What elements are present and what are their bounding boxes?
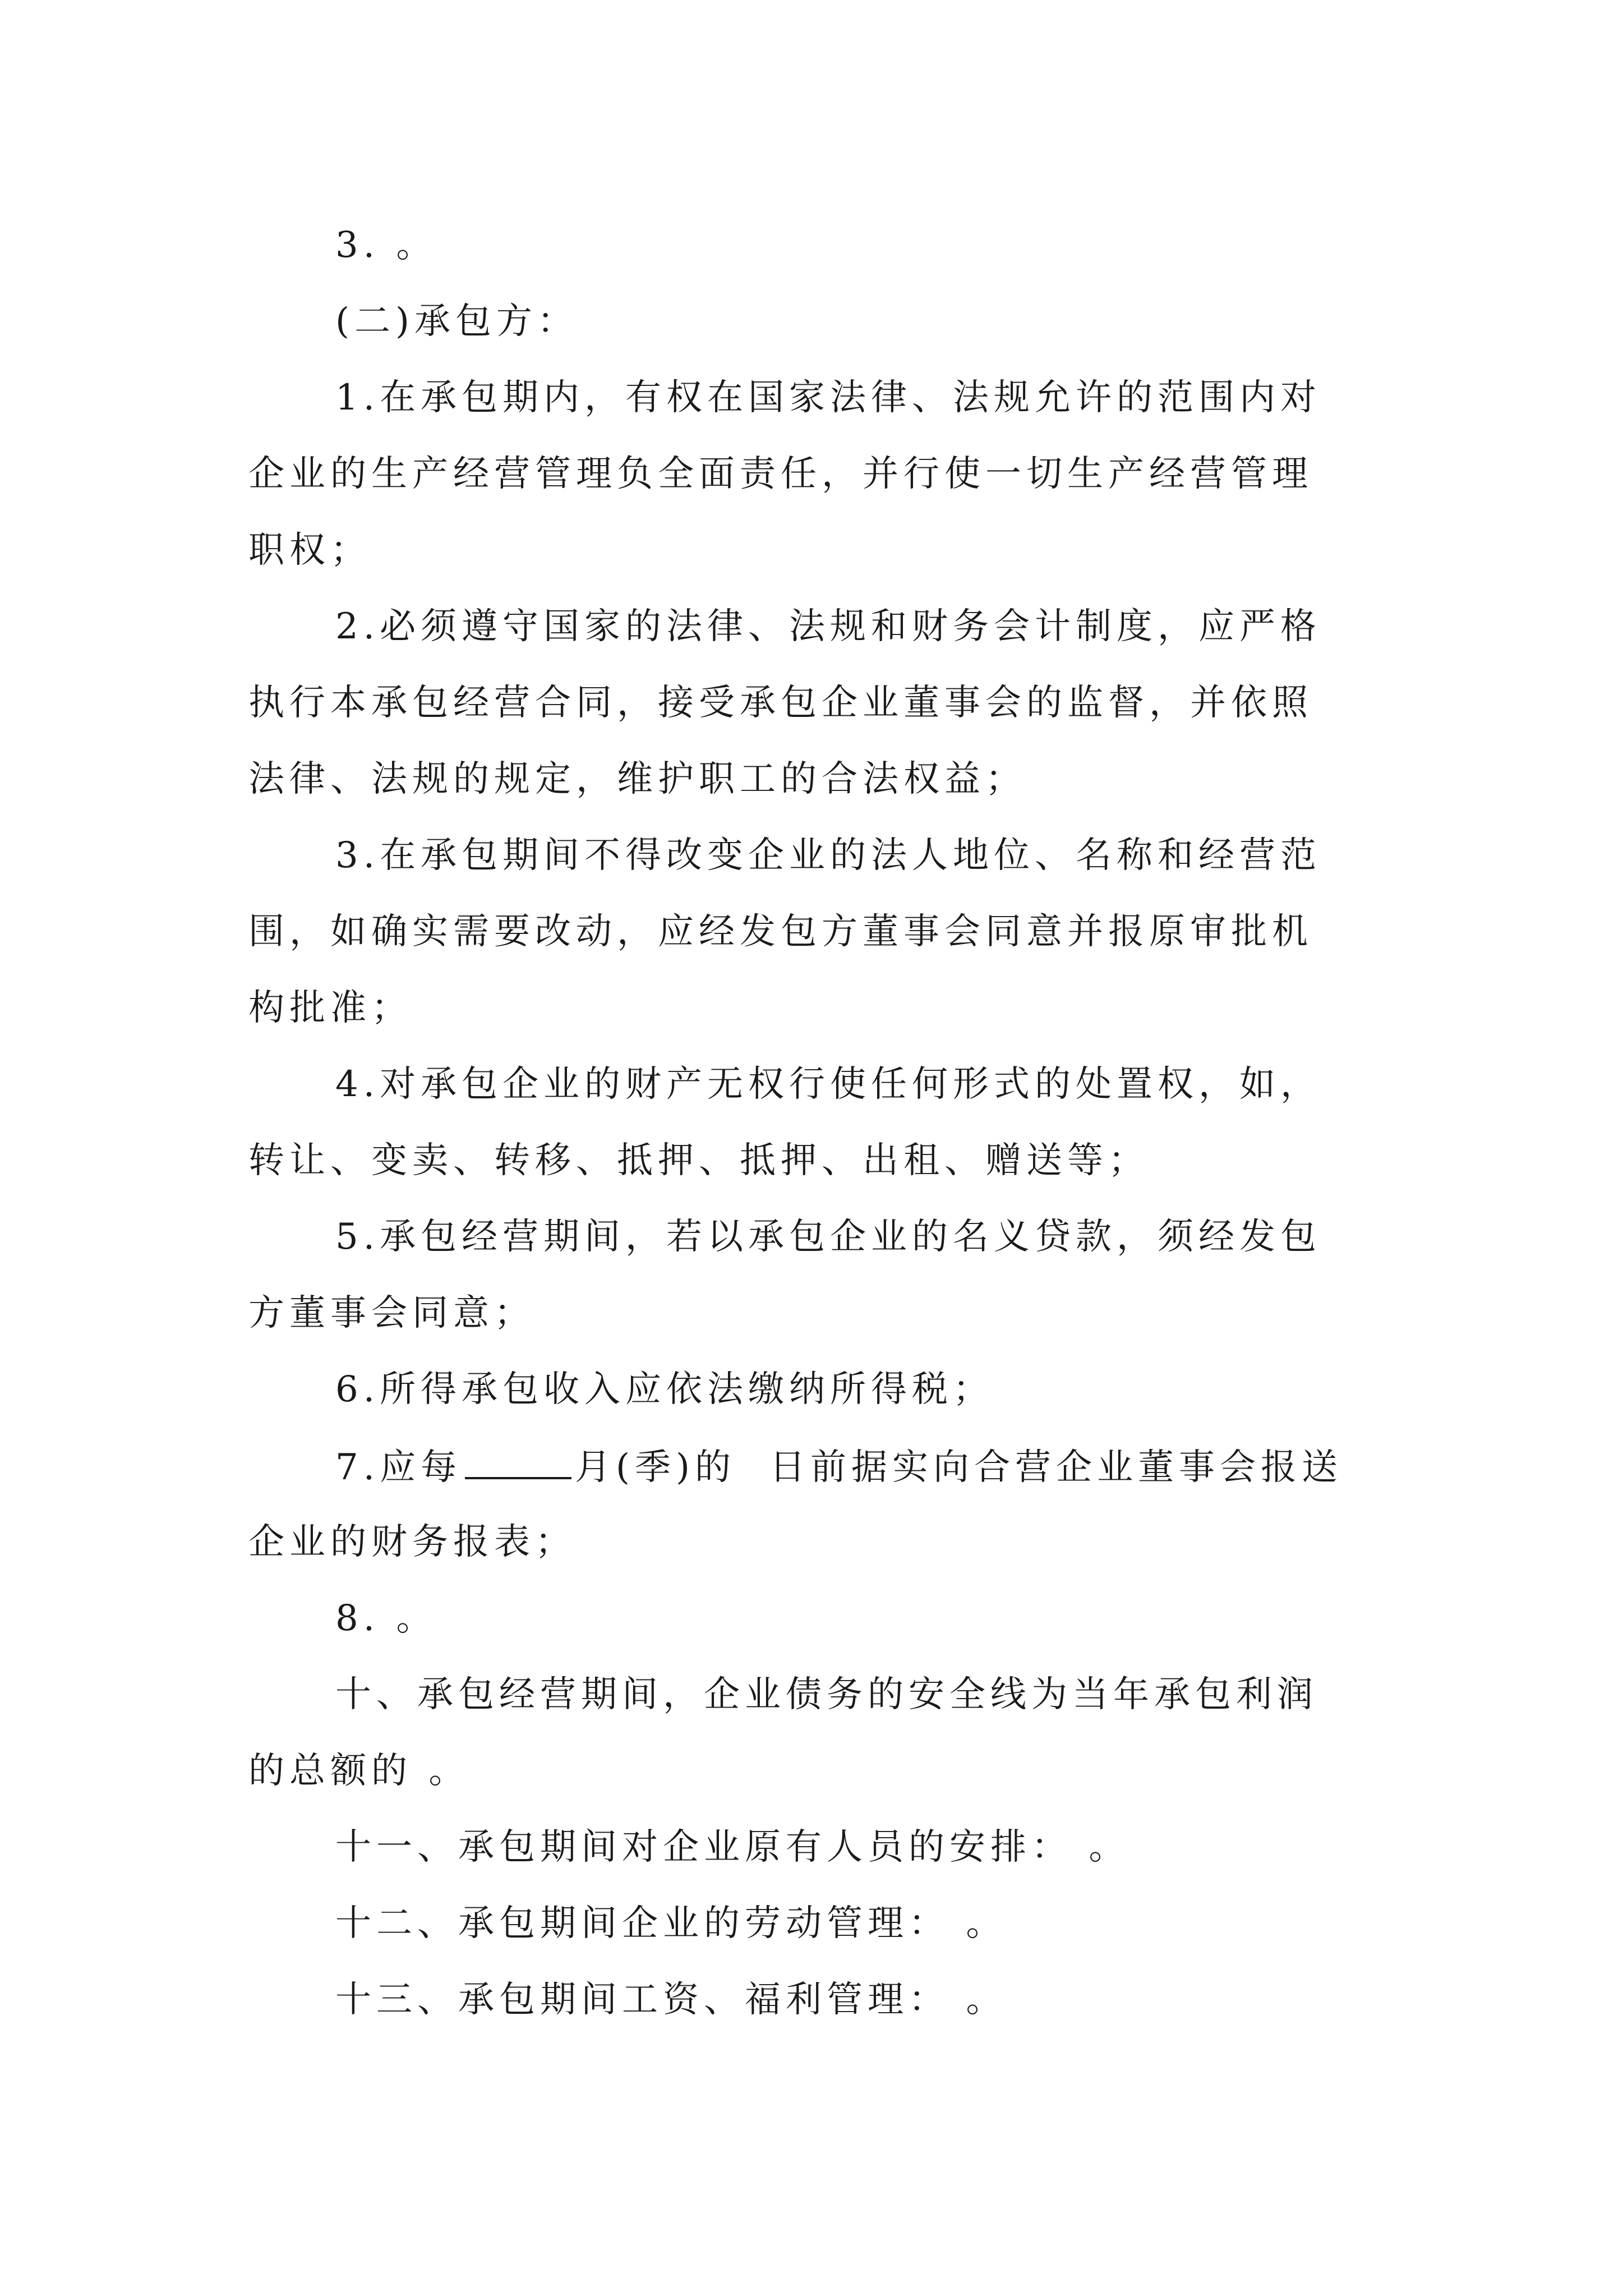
- article-11: 十一、承包期间对企业原有人员的安排： 。: [335, 1826, 1130, 1868]
- article-13: 十三、承包期间工资、福利管理： 。: [335, 1979, 1007, 2021]
- fill-in-blank-month[interactable]: [465, 1448, 571, 1479]
- article-12: 十二、承包期间企业的劳动管理： 。: [335, 1903, 1007, 1944]
- item-8-placeholder: 8. 。: [335, 1598, 437, 1639]
- clause-5-line-1: 5.承包经营期间，若以承包企业的名义贷款，须经发包: [335, 1216, 1322, 1258]
- clause-7-part-b: 月(季)的: [575, 1447, 736, 1488]
- section-heading-contractor: (二)承包方：: [335, 301, 578, 342]
- clause-7-line-2: 企业的财务报表；: [248, 1521, 576, 1563]
- clause-4-line-2: 转让、变卖、转移、抵押、抵押、出租、赠送等；: [248, 1140, 1149, 1181]
- clause-3-line-3: 构批准；: [248, 987, 412, 1029]
- clause-2-line-3: 法律、法规的规定，维护职工的合法权益；: [248, 758, 1026, 800]
- article-10-line-1: 十、承包经营期间，企业债务的安全线为当年承包利润: [335, 1674, 1318, 1715]
- clause-7-line-1: [0, 1447, 1623, 1488]
- clause-5-line-2: 方董事会同意；: [248, 1292, 535, 1334]
- clause-4-line-1: 4.对承包企业的财产无权行使任何形式的处置权，如，: [335, 1064, 1322, 1105]
- clause-2-line-2: 执行本承包经营合同，接受承包企业董事会的监督，并依照: [248, 682, 1313, 724]
- clause-1-line-3: 职权；: [248, 530, 371, 571]
- item-3-placeholder: 3. 。: [335, 224, 437, 266]
- clause-2-line-1: 2.必须遵守国家的法律、法规和财务会计制度，应严格: [335, 606, 1322, 647]
- clause-1-line-1: 1.在承包期内，有权在国家法律、法规允许的范围内对: [335, 377, 1322, 418]
- clause-1-line-2: 企业的生产经营管理负全面责任，并行使一切生产经营管理: [248, 453, 1313, 495]
- clause-3-line-1: 3.在承包期间不得改变企业的法人地位、名称和经营范: [335, 835, 1322, 876]
- clause-7-part-a: 7.应每: [335, 1447, 462, 1488]
- clause-7-part-c: 日前据实向合营企业董事会报送: [769, 1447, 1343, 1488]
- article-10-line-2: 的总额的 。: [248, 1750, 470, 1792]
- clause-3-line-2: 围，如确实需要改动，应经发包方董事会同意并报原审批机: [248, 911, 1313, 953]
- clause-6: 6.所得承包收入应依法缴纳所得税；: [335, 1369, 994, 1410]
